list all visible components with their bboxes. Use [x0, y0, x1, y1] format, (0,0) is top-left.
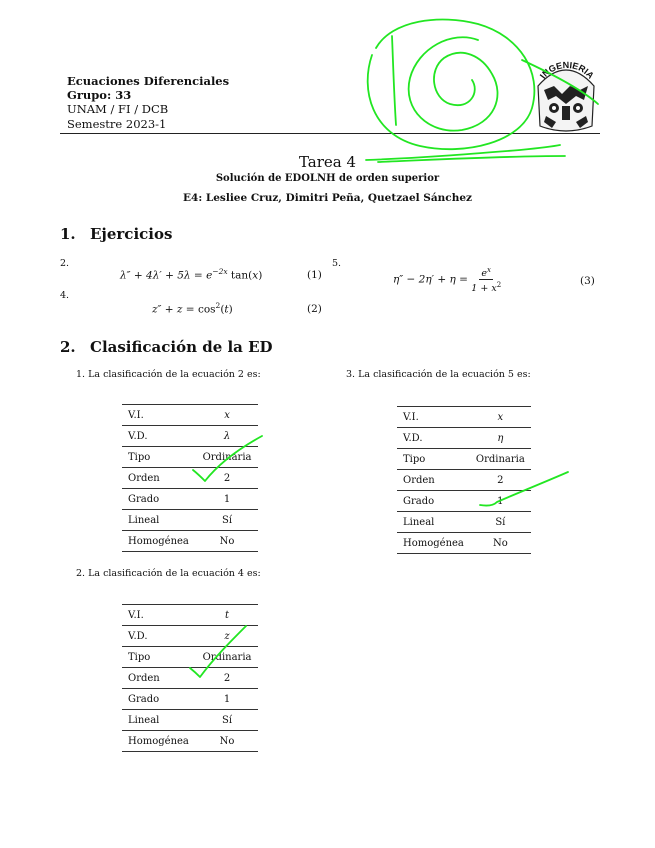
- table-cell-label: V.D.: [397, 428, 470, 449]
- table-row: [122, 731, 258, 752]
- table-cell-label: Lineal: [122, 510, 196, 531]
- table-cell-value: x: [470, 407, 531, 428]
- table-cell-value: 1: [196, 689, 258, 710]
- classification-intro: 2. La clasificación de la ecuación 4 es:: [76, 568, 261, 579]
- faculty-seal-logo: [532, 56, 600, 132]
- table-row: [397, 512, 531, 533]
- table-cell-label: Tipo: [397, 449, 470, 470]
- table-row: [122, 668, 258, 689]
- table-cell-label: Homogénea: [397, 533, 470, 554]
- table-cell-label: Grado: [397, 491, 470, 512]
- table-cell-value: t: [196, 605, 258, 626]
- classification-table-eq4: [122, 604, 258, 752]
- table-row: [122, 710, 258, 731]
- table-row: [397, 533, 531, 554]
- table-row: [397, 470, 531, 491]
- table-cell-value: 2: [196, 668, 258, 689]
- classification-intro: 3. La clasificación de la ecuación 5 es:: [346, 369, 531, 380]
- table-cell-value: Ordinaria: [196, 647, 258, 668]
- exercise-label: 5.: [332, 258, 342, 269]
- table-row: [122, 510, 258, 531]
- exercise-label: 2.: [60, 258, 70, 269]
- section-title: Ejercicios: [90, 225, 173, 243]
- table-row: [122, 468, 258, 489]
- equation-2: $z'' + z = \cos^2(t)$: [152, 301, 233, 316]
- exercise-label: 4.: [60, 290, 70, 301]
- classification-intro: 1. La clasificación de la ecuación 2 es:: [76, 369, 261, 380]
- group-label: Grupo: 33: [67, 88, 132, 102]
- table-row: [397, 491, 531, 512]
- table-cell-value: Ordinaria: [196, 447, 258, 468]
- table-cell-value: Sí: [470, 512, 531, 533]
- table-cell-label: Homogénea: [122, 531, 196, 552]
- table-row: [122, 647, 258, 668]
- document-title: Tarea 4: [298, 153, 357, 171]
- table-row: [122, 531, 258, 552]
- equation-3: η″ − 2η′ + η = $\frac{e^x}{1 + x^2}$: [393, 266, 502, 295]
- table-cell-value: No: [470, 533, 531, 554]
- table-cell-value: 1: [470, 491, 531, 512]
- table-cell-value: x: [196, 405, 258, 426]
- table-cell-value: λ: [196, 426, 258, 447]
- section-ejercicios-heading: [60, 225, 172, 243]
- table-cell-label: V.I.: [397, 407, 470, 428]
- equation-tag: (3): [580, 275, 595, 287]
- course-name: Ecuaciones Diferenciales: [67, 74, 230, 88]
- table-cell-label: Tipo: [122, 447, 196, 468]
- table-cell-value: η: [470, 428, 531, 449]
- table-cell-value: 1: [196, 489, 258, 510]
- table-cell-value: Sí: [196, 710, 258, 731]
- equation-tag: (2): [307, 303, 322, 315]
- table-row: [122, 689, 258, 710]
- document-authors: E4: Lesliee Cruz, Dimitri Peña, Quetzael Sánchez: [183, 192, 472, 204]
- table-row: [397, 449, 531, 470]
- table-row: [122, 405, 258, 426]
- semester-label: Semestre 2023-1: [67, 117, 167, 131]
- table-cell-label: Orden: [397, 470, 470, 491]
- table-cell-label: Orden: [122, 468, 196, 489]
- table-cell-value: 2: [470, 470, 531, 491]
- table-cell-label: Homogénea: [122, 731, 196, 752]
- table-row: [397, 428, 531, 449]
- classification-table-eq2: [122, 404, 258, 552]
- table-cell-label: Orden: [122, 668, 196, 689]
- table-row: [397, 407, 531, 428]
- handwritten-circle-stroke: [368, 19, 535, 149]
- table-row: [122, 605, 258, 626]
- table-cell-value: z: [196, 626, 258, 647]
- table-row: [122, 426, 258, 447]
- table-cell-value: Ordinaria: [470, 449, 531, 470]
- table-cell-label: V.I.: [122, 605, 196, 626]
- table-cell-label: Tipo: [122, 647, 196, 668]
- table-cell-label: Lineal: [122, 710, 196, 731]
- section-number: 2.: [60, 338, 76, 356]
- header-rule: [60, 133, 600, 134]
- table-cell-label: V.I.: [122, 405, 196, 426]
- table-cell-label: V.D.: [122, 626, 196, 647]
- section-clasificacion-heading: [60, 338, 273, 356]
- table-cell-value: 2: [196, 468, 258, 489]
- handwritten-zero-stroke: [409, 37, 498, 130]
- table-row: [122, 447, 258, 468]
- table-cell-value: No: [196, 531, 258, 552]
- equation-1: $\lambda'' + 4\lambda' + 5\lambda = e^{-2x}$ tan(x): [120, 267, 263, 282]
- table-cell-label: V.D.: [122, 426, 196, 447]
- table-cell-label: Grado: [122, 689, 196, 710]
- table-row: [122, 489, 258, 510]
- handwritten-one-stroke: [392, 36, 396, 125]
- table-cell-label: Lineal: [397, 512, 470, 533]
- table-cell-value: Sí: [196, 510, 258, 531]
- document-subtitle: Solución de EDOLNH de orden superior: [215, 173, 440, 184]
- table-row: [122, 626, 258, 647]
- section-number: 1.: [60, 225, 76, 243]
- table-cell-label: Grado: [122, 489, 196, 510]
- classification-table-eq5: [397, 406, 531, 554]
- section-title: Clasificación de la ED: [90, 338, 273, 356]
- seal-text: INGENIERIA: [537, 59, 596, 81]
- institution-label: UNAM / FI / DCB: [67, 102, 169, 116]
- table-cell-value: No: [196, 731, 258, 752]
- equation-tag: (1): [307, 269, 322, 281]
